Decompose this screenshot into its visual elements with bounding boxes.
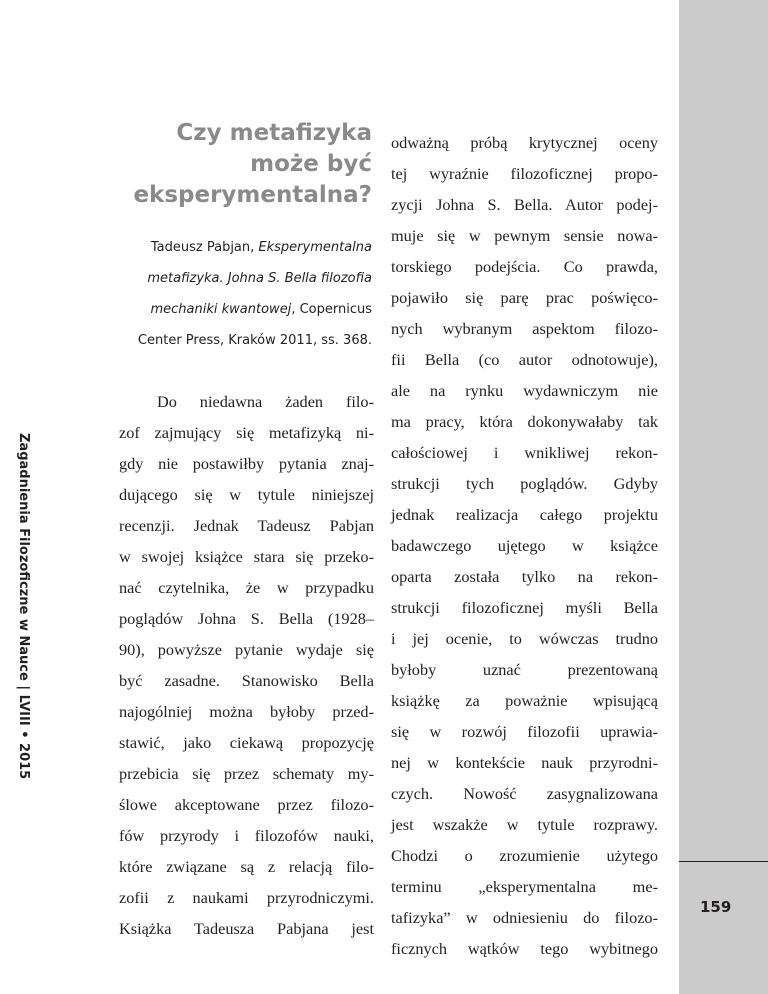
text-line: nych wybranym aspektom filozo- [391, 319, 658, 338]
title-line-1: Czy metafizyka [176, 120, 372, 146]
text-line: poglądów Johna S. Bella (1928– [119, 609, 374, 628]
citation-line-2 [82, 263, 372, 294]
text-line: dującego się w tytule niniejszej [119, 485, 374, 504]
text-line: czych. Nowość zasygnalizowana [391, 784, 658, 803]
text-line: całościowej i wnikliwej rekon- [391, 443, 658, 462]
text-line: być zasadne. Stanowisko Bella [119, 671, 374, 690]
text-line: torskiego podejścia. Co prawda, [391, 257, 658, 276]
text-line: oparta została tylko na rekon- [391, 567, 658, 586]
text-line: i jej ocenie, to wówczas trudno [391, 629, 658, 648]
text-line: terminu „eksperymentalna me- [391, 877, 658, 896]
text-line: Do niedawna żaden filo- [157, 392, 374, 411]
text-line: zofii z naukami przyrodniczymi. [119, 888, 374, 907]
text-line: pojawiło się parę prac poświęco- [391, 288, 658, 307]
text-line: nać czytelnika, że w przypadku [119, 578, 374, 597]
text-line: w swojej książce stara się przeko- [119, 547, 374, 566]
text-line: badawczego ujętego w książce [391, 536, 658, 555]
citation-line-1: Tadeusz Pabjan, Eksperymentalna [150, 240, 372, 255]
text-line: odważną próbą krytycznej oceny [391, 133, 658, 152]
text-line: przebicia się przez schematy my- [119, 764, 374, 783]
sidebar-divider [679, 861, 768, 862]
text-line: tej wyraźnie filozoficznej propo- [391, 164, 658, 183]
journal-running-head: Zagadnienia Filozoficzne w Nauce | LVIII • 2015 [16, 433, 31, 780]
text-line: jest wszakże w tytule rozprawy. [391, 815, 658, 834]
text-line: tafizyka” w odniesieniu do filozo- [391, 908, 658, 927]
left-text-column [119, 386, 374, 944]
citation-italic-3: mechaniki kwantowej [150, 302, 292, 317]
book-citation [82, 232, 372, 356]
text-line: się w rozwój filozofii uprawia- [391, 722, 658, 741]
text-line: strukcji filozoficznej myśli Bella [391, 598, 658, 617]
text-line: książkę za poważnie wpisującą [391, 691, 658, 710]
text-line: najogólniej można byłoby przed- [119, 702, 374, 721]
text-line: zycji Johna S. Bella. Autor podej- [391, 195, 658, 214]
text-line: recenzji. Jednak Tadeusz Pabjan [119, 516, 374, 535]
text-line: stawić, jako ciekawą propozycję [119, 733, 374, 752]
right-text-column [391, 127, 658, 964]
text-line: muje się w pewnym sensie nowa- [391, 226, 658, 245]
title-line-2: może być [250, 151, 372, 177]
text-line: Chodzi o zrozumienie użytego [391, 846, 658, 865]
text-line: gdy nie postawiłby pytania znaj- [119, 454, 374, 473]
text-line: ma pracy, która dokonywałaby tak [391, 412, 658, 431]
text-line: zof zajmujący się metafizyką ni- [119, 423, 374, 442]
citation-italic-1: Eksperymentalna [258, 240, 372, 255]
citation-line-4: Center Press, Kraków 2011, ss. 368. [137, 333, 372, 348]
text-line: fów przyrody i filozofów nauki, [119, 826, 374, 845]
article-title [112, 118, 372, 211]
text-line: ficznych wątków tego wybitnego [391, 939, 658, 958]
text-line: ale na rynku wydawniczym nie [391, 381, 658, 400]
text-line: strukcji tych poglądów. Gdyby [391, 474, 658, 493]
text-line: nej w kontekście nauk przyrodni- [391, 753, 658, 772]
journal-sidebar [679, 0, 768, 994]
text-line: fii Bella (co autor odnotowuje), [391, 350, 658, 369]
text-line: 90), powyższe pytanie wydaje się [119, 640, 374, 659]
text-line: ślowe akceptowane przez filozo- [119, 795, 374, 814]
text-line: które związane są z relacją filo- [119, 857, 374, 876]
citation-line-3: mechaniki kwantowej, Copernicus [150, 302, 372, 317]
text-line: Książka Tadeusza Pabjana jest [119, 919, 374, 938]
title-line-3: eksperymentalna? [133, 182, 372, 208]
page-number: 159 [700, 898, 732, 916]
text-line: byłoby uznać prezentowaną [391, 660, 658, 679]
text-line: jednak realizacja całego projektu [391, 505, 658, 524]
citation-italic-2: metafizyka. Johna S. Bella filozofia [147, 271, 372, 286]
